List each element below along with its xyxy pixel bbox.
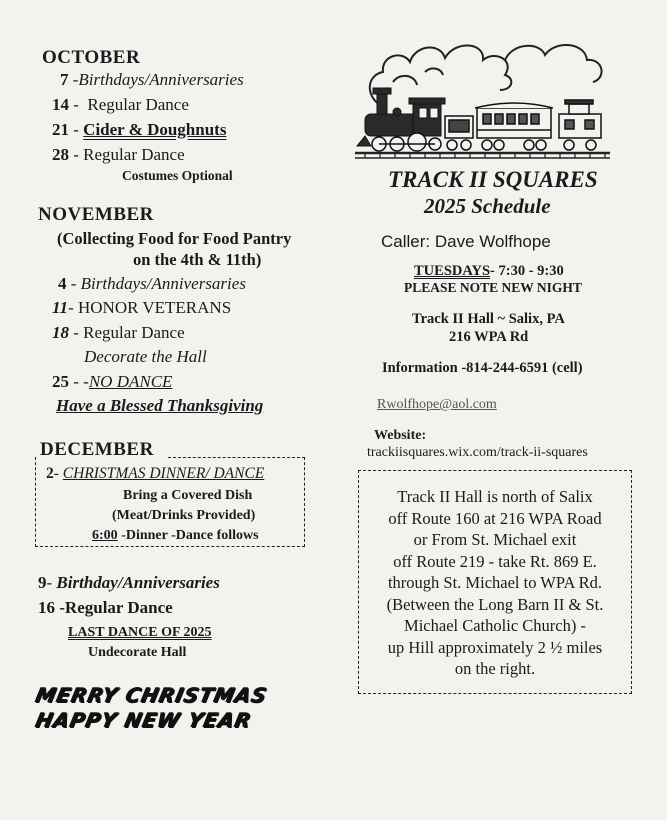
- event-text: Birthday/Anniversaries: [56, 573, 220, 592]
- separator: -: [53, 465, 63, 482]
- website-label: Website:: [374, 428, 427, 443]
- time: 6:00: [92, 528, 118, 543]
- november-item-18: [52, 323, 185, 343]
- separator: - -: [69, 372, 89, 391]
- date: 9: [38, 573, 47, 592]
- date: 21: [52, 120, 69, 139]
- date: 28: [52, 145, 69, 164]
- event-text: Birthdays/Anniversaries: [78, 70, 244, 89]
- night-time: - 7:30 - 9:30: [490, 263, 564, 279]
- separator: -: [69, 95, 88, 114]
- date: 4: [58, 274, 67, 293]
- new-night-note: PLEASE NOTE NEW NIGHT: [404, 280, 582, 295]
- directions-line: Michael Catholic Church) -: [404, 616, 586, 635]
- event-text: Regular Dance: [87, 95, 189, 114]
- november-item-4: [58, 274, 246, 294]
- event-text: Regular Dance: [83, 323, 185, 342]
- dance-night: [414, 263, 564, 280]
- happy-new-year: HAPPY NEW YEAR: [33, 708, 254, 732]
- date: 14: [52, 95, 69, 114]
- food-pantry-line2: on the 4th & 11th): [133, 250, 262, 269]
- hall-location: Track II Hall ~ Salix, PA: [412, 311, 565, 327]
- separator: -: [69, 120, 84, 139]
- october-item-21: [52, 120, 226, 140]
- directions-text: [360, 486, 630, 680]
- date: 16: [38, 598, 55, 617]
- separator: -: [69, 323, 84, 342]
- event-text: CHRISTMAS DINNER/ DANCE: [62, 465, 265, 482]
- event-text: NO DANCE: [88, 372, 173, 391]
- directions-line: off Route 160 at 216 WPA Road: [388, 508, 602, 528]
- date: 11: [52, 298, 69, 317]
- event-text: Regular Dance: [64, 598, 173, 617]
- decorate-hall: Decorate the Hall: [84, 347, 207, 366]
- event-text: Regular Dance: [83, 145, 185, 164]
- directions-line: on the right.: [454, 659, 536, 678]
- covered-dish-note: Bring a Covered Dish: [123, 488, 253, 503]
- november-item-11: [52, 298, 231, 318]
- food-pantry-line1: (Collecting Food for Food Pantry: [57, 229, 292, 248]
- october-item-28: [52, 145, 185, 165]
- costumes-note: Costumes Optional: [122, 168, 233, 183]
- email-link[interactable]: Rwolfhope@aol.com: [377, 397, 497, 412]
- november-item-25: [52, 372, 172, 392]
- dinner-box-top-edge: [168, 457, 305, 458]
- merry-christmas: MERRY CHRISTMAS: [33, 683, 270, 707]
- date: 25: [52, 372, 69, 391]
- thanksgiving-greeting: Have a Blessed Thanksgiving: [56, 396, 264, 415]
- date: 2: [46, 465, 54, 482]
- train-icon: [355, 20, 613, 165]
- directions-line: up Hill approximately 2 ½ miles: [387, 637, 603, 657]
- night-day: TUESDAYS: [414, 263, 491, 279]
- dinner-time: [92, 528, 259, 544]
- directions-line: (Between the Long Barn II & St.: [386, 594, 604, 614]
- club-name: TRACK II SQUARES: [388, 167, 598, 192]
- directions-line: off Route 219 - take Rt. 869 E.: [393, 551, 597, 571]
- schedule-year: 2025 Schedule: [424, 194, 551, 218]
- december-item-9: [38, 573, 220, 593]
- info-phone: Information -814-244-6591 (cell): [382, 360, 583, 376]
- date: 18: [52, 323, 69, 342]
- directions-line: or From St. Michael exit: [413, 530, 577, 549]
- separator: -: [55, 598, 65, 617]
- hall-address: 216 WPA Rd: [449, 329, 529, 345]
- website-link[interactable]: trackiisquares.wix.com/track-ii-squares: [367, 445, 588, 460]
- separator: -: [66, 274, 81, 293]
- event-text: HONOR VETERANS: [77, 298, 232, 317]
- last-dance: LAST DANCE OF 2025: [68, 625, 212, 640]
- october-item-7: [60, 70, 244, 90]
- caller: Caller: Dave Wolfhope: [381, 232, 551, 251]
- october-item-14: [52, 95, 189, 115]
- meat-drinks-note: (Meat/Drinks Provided): [112, 508, 256, 523]
- directions-line: Track II Hall is north of Salix: [397, 487, 593, 506]
- november-heading: NOVEMBER: [38, 204, 154, 225]
- december-heading: DECEMBER: [40, 439, 154, 460]
- december-item-2: [46, 465, 264, 483]
- event-text: Birthdays/Anniversaries: [80, 274, 246, 293]
- separator: -: [69, 145, 84, 164]
- event-text: Cider & Doughnuts: [83, 120, 227, 139]
- undecorate-hall: Undecorate Hall: [88, 645, 187, 660]
- separator: -: [68, 298, 78, 317]
- december-item-16: [38, 598, 173, 618]
- time-rest: -Dinner -Dance follows: [117, 528, 259, 543]
- date: 7: [60, 70, 69, 89]
- separator: -: [68, 70, 79, 89]
- separator: -: [46, 573, 57, 592]
- october-heading: OCTOBER: [42, 47, 141, 68]
- directions-line: through St. Michael to WPA Rd.: [387, 573, 603, 592]
